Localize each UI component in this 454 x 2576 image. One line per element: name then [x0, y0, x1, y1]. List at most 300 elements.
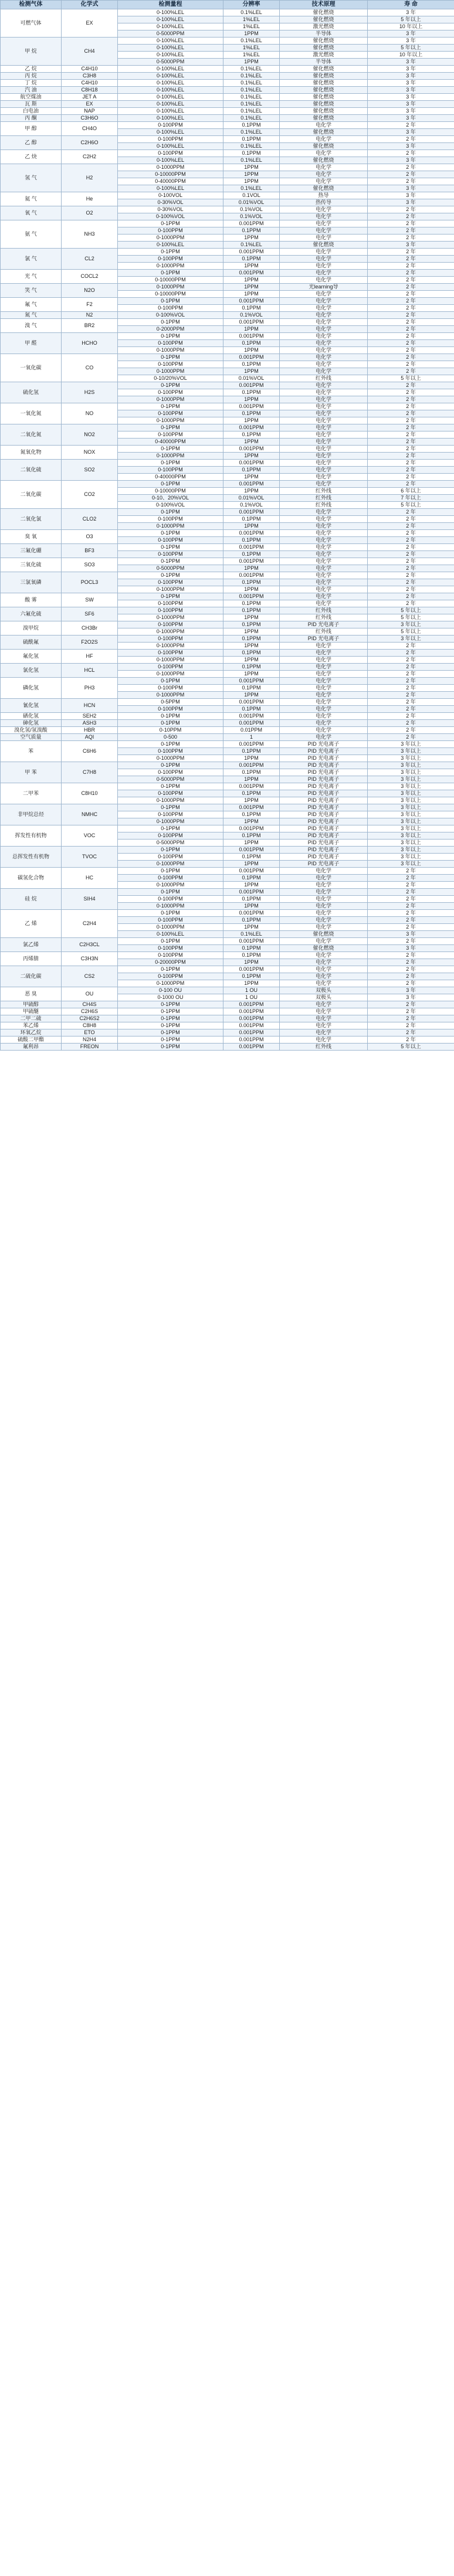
cell-technology: 红外线 [280, 1044, 368, 1051]
cell-lifetime: 5 年以上 [368, 502, 454, 509]
cell-resolution: 0.1PPM [223, 685, 280, 692]
cell-technology: 电化学 [280, 973, 368, 980]
cell-gas-name: 氟 气 [1, 298, 62, 312]
cell-detection-range: 0-1PPM [118, 298, 223, 305]
cell-resolution: 0.001PPM [223, 910, 280, 917]
cell-technology: 电化学 [280, 122, 368, 129]
cell-chemical-formula: C6H6 [62, 741, 118, 762]
cell-detection-range: 0-100%LEL [118, 185, 223, 192]
cell-resolution: 0.1PPM [223, 150, 280, 157]
cell-detection-range: 0-1000PPM [118, 586, 223, 593]
cell-lifetime: 2 年 [368, 389, 454, 396]
cell-resolution: 1%LEL [223, 16, 280, 23]
cell-technology: 催化燃烧 [280, 101, 368, 108]
cell-resolution: 0.001PPM [223, 509, 280, 516]
cell-resolution: 0.1%LEL [223, 73, 280, 80]
table-row [1, 727, 454, 734]
cell-chemical-formula: O3 [62, 530, 118, 544]
table-row [1, 868, 454, 875]
cell-resolution: 0.001PPM [223, 403, 280, 410]
cell-resolution: 0.001PPM [223, 424, 280, 431]
cell-detection-range: 0-100PPM [118, 748, 223, 755]
cell-detection-range: 0-100PPM [118, 854, 223, 861]
cell-gas-name: 乙 烷 [1, 66, 62, 73]
cell-resolution: 0.1PPM [223, 917, 280, 924]
cell-chemical-formula: NO [62, 403, 118, 424]
cell-resolution: 0.1PPM [223, 621, 280, 628]
cell-resolution: 1PPM [223, 439, 280, 446]
cell-chemical-formula: EX [62, 9, 118, 38]
cell-resolution: 0.001PPM [223, 1029, 280, 1036]
table-row [1, 593, 454, 600]
cell-resolution: 1PPM [223, 980, 280, 987]
cell-detection-range: 0-100%LEL [118, 108, 223, 115]
cell-lifetime: 2 年 [368, 875, 454, 882]
cell-technology: 电化学 [280, 678, 368, 685]
cell-technology: 电化学 [280, 1001, 368, 1008]
cell-resolution: 1PPM [223, 347, 280, 354]
cell-technology: 电化学 [280, 889, 368, 896]
cell-detection-range: 0-10000PPM [118, 171, 223, 178]
cell-technology: 电化学 [280, 952, 368, 959]
gas-detection-table-sheet [0, 0, 454, 1051]
table-row [1, 720, 454, 727]
cell-lifetime: 2 年 [368, 424, 454, 431]
column-header-formula: 化学式 [62, 1, 118, 9]
cell-lifetime: 2 年 [368, 368, 454, 375]
cell-resolution: 1PPM [223, 235, 280, 242]
cell-lifetime: 2 年 [368, 572, 454, 579]
cell-gas-name: 氢 气 [1, 164, 62, 192]
cell-technology: 电化学 [280, 439, 368, 446]
cell-lifetime: 3 年 [368, 115, 454, 122]
cell-lifetime: 10 年以上 [368, 23, 454, 30]
cell-lifetime: 2 年 [368, 277, 454, 284]
cell-technology: 电化学 [280, 481, 368, 488]
cell-gas-name: 一氧化氮 [1, 403, 62, 424]
cell-resolution: 0.001PPM [223, 889, 280, 896]
cell-chemical-formula: SO3 [62, 558, 118, 572]
cell-gas-name: 氟化氢 [1, 650, 62, 664]
cell-technology: PID 光电离子 [280, 825, 368, 832]
cell-resolution: 1PPM [223, 692, 280, 699]
cell-resolution: 0.1PPM [223, 607, 280, 614]
cell-chemical-formula: PH3 [62, 678, 118, 699]
cell-lifetime: 3 年 [368, 38, 454, 45]
cell-resolution: 0.1%LEL [223, 101, 280, 108]
cell-lifetime: 2 年 [368, 896, 454, 903]
cell-technology: 激光燃烧 [280, 23, 368, 30]
cell-technology: 催化燃烧 [280, 931, 368, 938]
cell-chemical-formula: C2H2 [62, 150, 118, 164]
cell-technology: 电化学 [280, 1015, 368, 1022]
cell-detection-range: 0-100%VOL [118, 502, 223, 509]
cell-technology: PID 光电离子 [280, 635, 368, 643]
cell-lifetime: 3 年 [368, 129, 454, 136]
cell-lifetime: 2 年 [368, 382, 454, 389]
cell-resolution: 0.001PPM [223, 783, 280, 790]
cell-resolution: 0.001PPM [223, 593, 280, 600]
cell-detection-range: 0-100PPM [118, 516, 223, 523]
cell-detection-range: 0-1PPM [118, 1044, 223, 1051]
cell-resolution: 1PPM [223, 776, 280, 783]
cell-technology: 电化学 [280, 453, 368, 460]
cell-lifetime: 5 年以上 [368, 607, 454, 614]
cell-technology: 电化学 [280, 544, 368, 551]
cell-lifetime: 2 年 [368, 868, 454, 875]
cell-gas-name: 二氧化碳 [1, 481, 62, 509]
cell-resolution: 1PPM [223, 368, 280, 375]
cell-lifetime: 2 年 [368, 657, 454, 664]
cell-chemical-formula: CO [62, 354, 118, 382]
cell-chemical-formula: NH3 [62, 220, 118, 249]
cell-detection-range: 0-100PPM [118, 410, 223, 417]
cell-chemical-formula: HF [62, 650, 118, 664]
cell-detection-range: 0-100%LEL [118, 87, 223, 94]
cell-resolution: 1PPM [223, 59, 280, 66]
cell-technology: 电化学 [280, 368, 368, 375]
cell-chemical-formula: HBR [62, 727, 118, 734]
cell-lifetime: 6 年以上 [368, 488, 454, 495]
cell-detection-range: 0-100%LEL [118, 16, 223, 23]
cell-lifetime: 2 年 [368, 509, 454, 516]
cell-detection-range: 0-100PPM [118, 790, 223, 797]
cell-lifetime: 3 年 [368, 30, 454, 38]
cell-technology: PID 光电离子 [280, 861, 368, 868]
cell-detection-range: 0-1000PPM [118, 614, 223, 621]
cell-detection-range: 0-1PPM [118, 1036, 223, 1044]
cell-technology: 电化学 [280, 868, 368, 875]
cell-technology: 电化学 [280, 340, 368, 347]
cell-technology: 催化燃烧 [280, 87, 368, 94]
cell-lifetime: 3 年 [368, 87, 454, 94]
cell-detection-range: 0-1000PPM [118, 523, 223, 530]
cell-technology: 电化学 [280, 938, 368, 945]
cell-lifetime: 5 年以上 [368, 16, 454, 23]
cell-detection-range: 0-5000PPM [118, 776, 223, 783]
cell-lifetime: 2 年 [368, 530, 454, 537]
cell-detection-range: 0-100%LEL [118, 9, 223, 16]
cell-resolution: 0.001PPM [223, 1001, 280, 1008]
cell-technology: 催化燃烧 [280, 129, 368, 136]
cell-gas-name: 硫酰氟 [1, 635, 62, 650]
cell-detection-range: 0-100VOL [118, 192, 223, 199]
cell-technology: 电化学 [280, 565, 368, 572]
cell-gas-name: 氯乙烯 [1, 938, 62, 952]
cell-lifetime: 2 年 [368, 938, 454, 945]
cell-resolution: 0.1%VOL [223, 312, 280, 319]
cell-detection-range: 0-1PPM [118, 593, 223, 600]
cell-lifetime: 2 年 [368, 593, 454, 600]
cell-gas-name: 丙烯腈 [1, 952, 62, 966]
cell-resolution: 1PPM [223, 164, 280, 171]
table-row [1, 530, 454, 537]
cell-technology: 电化学 [280, 593, 368, 600]
cell-detection-range: 0-100%LEL [118, 38, 223, 45]
cell-lifetime: 2 年 [368, 650, 454, 657]
cell-gas-name: 三氧化硫 [1, 558, 62, 572]
cell-lifetime: 3 年以上 [368, 783, 454, 790]
table-row [1, 1044, 454, 1051]
table-row [1, 699, 454, 706]
table-row [1, 678, 454, 685]
cell-lifetime: 2 年 [368, 333, 454, 340]
cell-resolution: 1PPM [223, 474, 280, 481]
cell-gas-name: 恶 臭 [1, 987, 62, 1001]
cell-detection-range: 0-100%LEL [118, 80, 223, 87]
cell-detection-range: 0-40000PPM [118, 178, 223, 185]
cell-resolution: 0.1PPM [223, 136, 280, 143]
table-row [1, 38, 454, 45]
cell-lifetime: 3 年以上 [368, 840, 454, 847]
cell-technology: 双极头 [280, 994, 368, 1001]
gas-detection-table [0, 0, 454, 1051]
cell-lifetime: 5 年以上 [368, 45, 454, 52]
cell-lifetime: 3 年 [368, 66, 454, 73]
cell-technology: 电化学 [280, 734, 368, 741]
cell-technology: 电化学 [280, 896, 368, 903]
cell-lifetime: 3 年 [368, 101, 454, 108]
cell-resolution: 0.1PPM [223, 431, 280, 439]
cell-detection-range: 0-1PPM [118, 544, 223, 551]
cell-lifetime: 2 年 [368, 220, 454, 227]
cell-detection-range: 0-1000PPM [118, 818, 223, 825]
cell-technology: 电化学 [280, 220, 368, 227]
cell-lifetime: 2 年 [368, 917, 454, 924]
table-row [1, 804, 454, 811]
cell-resolution: 1PPM [223, 614, 280, 621]
cell-resolution: 0.1PPM [223, 896, 280, 903]
cell-gas-name: 非甲烷总烃 [1, 804, 62, 825]
table-row [1, 734, 454, 741]
cell-resolution: 0.1PPM [223, 945, 280, 952]
table-body [1, 9, 454, 1051]
cell-resolution: 0.1PPM [223, 467, 280, 474]
table-row [1, 101, 454, 108]
table-row [1, 136, 454, 143]
cell-detection-range: 0-1PPM [118, 319, 223, 326]
cell-detection-range: 0-1PPM [118, 249, 223, 256]
cell-detection-range: 0-100PPM [118, 650, 223, 657]
cell-resolution: 0.1PPM [223, 952, 280, 959]
cell-detection-range: 0-10、20%VOL [118, 495, 223, 502]
table-row [1, 783, 454, 790]
cell-chemical-formula: ASH3 [62, 720, 118, 727]
cell-lifetime: 3 年以上 [368, 621, 454, 628]
cell-technology: 电化学 [280, 171, 368, 178]
cell-chemical-formula: F2 [62, 298, 118, 312]
cell-chemical-formula: N2H4 [62, 1036, 118, 1044]
cell-technology: 电化学 [280, 1008, 368, 1015]
cell-gas-name: 三氟化硼 [1, 544, 62, 558]
cell-detection-range: 0-100PPM [118, 896, 223, 903]
cell-lifetime: 3 年 [368, 945, 454, 952]
cell-technology: 催化燃烧 [280, 16, 368, 23]
cell-technology: 电化学 [280, 579, 368, 586]
cell-resolution: 0.001PPM [223, 1015, 280, 1022]
cell-resolution: 0.001PPM [223, 825, 280, 832]
cell-lifetime: 2 年 [368, 439, 454, 446]
table-row [1, 607, 454, 614]
cell-resolution: 0.1PPM [223, 122, 280, 129]
cell-resolution: 0.001PPM [223, 544, 280, 551]
cell-gas-name: 一氧化碳 [1, 354, 62, 382]
cell-technology: 电化学 [280, 875, 368, 882]
cell-detection-range: 0-1PPM [118, 481, 223, 488]
cell-chemical-formula: NAP [62, 108, 118, 115]
table-row [1, 987, 454, 994]
cell-detection-range: 0-1PPM [118, 762, 223, 769]
cell-detection-range: 0-5000PPM [118, 565, 223, 572]
cell-detection-range: 0-1PPM [118, 1022, 223, 1029]
cell-detection-range: 0-100PPM [118, 340, 223, 347]
cell-detection-range: 0-100PPM [118, 769, 223, 776]
cell-lifetime: 2 年 [368, 889, 454, 896]
cell-lifetime: 3 年以上 [368, 847, 454, 854]
cell-technology: 双极头 [280, 987, 368, 994]
cell-resolution: 0.1PPM [223, 811, 280, 818]
table-row [1, 635, 454, 643]
cell-technology: 电化学 [280, 657, 368, 664]
cell-technology: 电化学 [280, 256, 368, 263]
cell-lifetime: 2 年 [368, 319, 454, 326]
cell-detection-range: 0-1PPM [118, 446, 223, 453]
table-row [1, 910, 454, 917]
cell-resolution: 1 OU [223, 987, 280, 994]
cell-detection-range: 0-1PPM [118, 270, 223, 277]
cell-detection-range: 0-100PPM [118, 600, 223, 607]
cell-resolution: 0.001PPM [223, 446, 280, 453]
cell-gas-name: 六氟化硫 [1, 607, 62, 621]
table-row [1, 713, 454, 720]
cell-technology: 电化学 [280, 924, 368, 931]
cell-technology: 电化学 [280, 382, 368, 389]
table-row [1, 270, 454, 277]
cell-detection-range: 0-1PPM [118, 382, 223, 389]
cell-detection-range: 0-30%VOL [118, 199, 223, 206]
cell-detection-range: 0-100PPM [118, 917, 223, 924]
table-row [1, 741, 454, 748]
cell-technology: 电化学 [280, 417, 368, 424]
cell-technology: 电化学 [280, 319, 368, 326]
cell-detection-range: 0-1PPM [118, 333, 223, 340]
cell-resolution: 0.1PPM [223, 875, 280, 882]
cell-lifetime: 3 年以上 [368, 832, 454, 840]
cell-resolution: 0.001PPM [223, 868, 280, 875]
cell-technology: 电化学 [280, 600, 368, 607]
cell-lifetime: 3 年以上 [368, 818, 454, 825]
cell-lifetime: 2 年 [368, 973, 454, 980]
cell-detection-range: 0-100PPM [118, 832, 223, 840]
cell-lifetime: 2 年 [368, 558, 454, 565]
cell-detection-range: 0-100PPM [118, 551, 223, 558]
cell-detection-range: 0-1000PPM [118, 692, 223, 699]
cell-lifetime: 2 年 [368, 516, 454, 523]
cell-detection-range: 0-100PPM [118, 136, 223, 143]
cell-gas-name: 苯乙烯 [1, 1022, 62, 1029]
cell-detection-range: 0-100PPM [118, 150, 223, 157]
cell-technology: 催化燃烧 [280, 143, 368, 150]
cell-gas-name: 磷化氢 [1, 678, 62, 699]
cell-resolution: 0.1PPM [223, 832, 280, 840]
cell-detection-range: 0-40000PPM [118, 439, 223, 446]
cell-resolution: 1PPM [223, 671, 280, 678]
cell-technology: 电化学 [280, 699, 368, 706]
cell-chemical-formula: NOX [62, 446, 118, 460]
cell-resolution: 0.001PPM [223, 938, 280, 945]
cell-technology: 电化学 [280, 720, 368, 727]
cell-lifetime: 2 年 [368, 256, 454, 263]
cell-detection-range: 0-1PPM [118, 889, 223, 896]
cell-detection-range: 0-1PPM [118, 460, 223, 467]
cell-detection-range: 0-100PPM [118, 607, 223, 614]
cell-resolution: 1PPM [223, 284, 280, 291]
column-header-range: 检测量程 [118, 1, 223, 9]
cell-gas-name: 酸 雾 [1, 593, 62, 607]
cell-chemical-formula: H2S [62, 382, 118, 403]
table-row [1, 206, 454, 213]
cell-resolution: 0.1PPM [223, 664, 280, 671]
cell-lifetime: 10 年以上 [368, 52, 454, 59]
cell-chemical-formula: N2O [62, 284, 118, 298]
cell-technology: 电化学 [280, 509, 368, 516]
cell-detection-range: 0-100PPM [118, 579, 223, 586]
cell-lifetime: 2 年 [368, 150, 454, 157]
cell-resolution: 0.001PPM [223, 460, 280, 467]
cell-chemical-formula: SO2 [62, 460, 118, 481]
cell-gas-name: 瓦 斯 [1, 101, 62, 108]
cell-resolution: 0.001PPM [223, 249, 280, 256]
cell-chemical-formula: C4H10 [62, 80, 118, 87]
cell-technology: 催化燃烧 [280, 945, 368, 952]
cell-resolution: 0.1PPM [223, 650, 280, 657]
cell-lifetime: 3 年 [368, 987, 454, 994]
cell-lifetime: 2 年 [368, 1008, 454, 1015]
cell-detection-range: 0-100PPM [118, 685, 223, 692]
table-row [1, 122, 454, 129]
cell-lifetime: 2 年 [368, 523, 454, 530]
cell-chemical-formula: SEH2 [62, 713, 118, 720]
cell-detection-range: 0-1PPM [118, 713, 223, 720]
table-row [1, 220, 454, 227]
table-row [1, 424, 454, 431]
cell-lifetime: 3 年 [368, 80, 454, 87]
cell-technology: 红外线 [280, 488, 368, 495]
table-row [1, 87, 454, 94]
cell-detection-range: 0-30%VOL [118, 206, 223, 213]
cell-gas-name: 甲硫醚 [1, 1008, 62, 1015]
cell-lifetime: 2 年 [368, 410, 454, 417]
cell-detection-range: 0-1000PPM [118, 263, 223, 270]
cell-detection-range: 0-1PPM [118, 847, 223, 854]
cell-detection-range: 0-1000PPM [118, 861, 223, 868]
cell-chemical-formula: C7H8 [62, 762, 118, 783]
cell-chemical-formula: F2O2S [62, 635, 118, 650]
cell-detection-range: 0-100PPM [118, 305, 223, 312]
cell-lifetime: 3 年 [368, 94, 454, 101]
cell-lifetime: 2 年 [368, 565, 454, 572]
cell-detection-range: 0-1PPM [118, 572, 223, 579]
cell-resolution: 1PPM [223, 277, 280, 284]
cell-lifetime: 3 年以上 [368, 748, 454, 755]
cell-detection-range: 0-1000PPM [118, 417, 223, 424]
cell-resolution: 0.001PPM [223, 558, 280, 565]
cell-technology: PID 光电离子 [280, 762, 368, 769]
cell-chemical-formula: CH3Br [62, 621, 118, 635]
cell-technology: 电化学 [280, 917, 368, 924]
cell-detection-range: 0-1000PPM [118, 284, 223, 291]
cell-technology: 电化学 [280, 277, 368, 284]
